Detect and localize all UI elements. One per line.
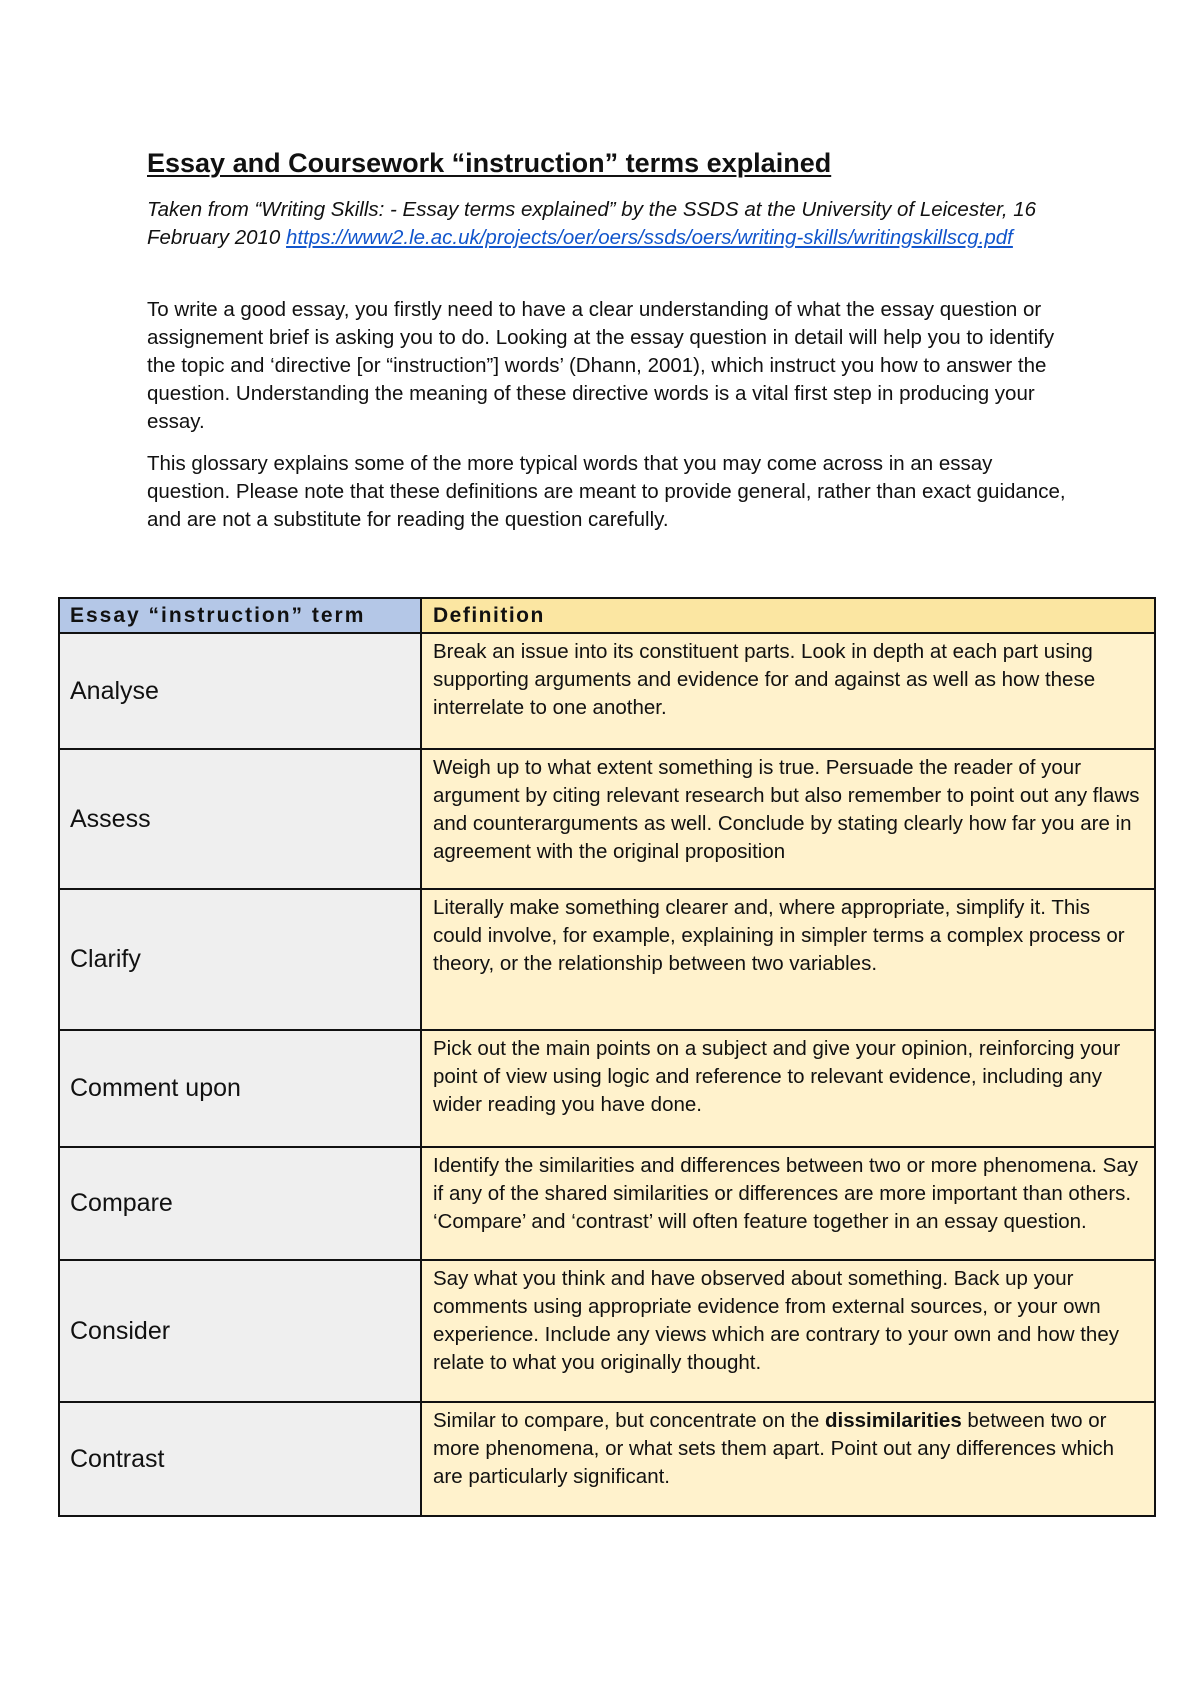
definition-emphasis: dissimilarities <box>824 1409 962 1432</box>
page-title: Essay and Coursework “instruction” terms explained <box>147 148 832 178</box>
glossary-table <box>58 597 1156 1517</box>
table-row <box>59 1030 1155 1147</box>
definition-cell: Pick out the main points on a subject and give your opinion, reinforcing your point of view using logic and reference to relevant evidence, including any wider reading you have done. <box>421 1030 1155 1147</box>
definition-text: between two or more phenomena, or what sets them apart. Point out any differences which are particularly significant. <box>433 1409 1115 1488</box>
term-cell: Comment upon <box>59 1030 421 1147</box>
table-row <box>59 1260 1155 1402</box>
definition-column-header: Definition <box>421 598 1155 633</box>
definition-cell: Say what you think and have observed about something. Back up your comments using appropriate evidence from external sources, or your own experience. Include any views which are contrary to your own and how they relate to what you originally thought. <box>421 1260 1155 1402</box>
glossary-note-paragraph: This glossary explains some of the more typical words that you may come across in an essay question. Please note that these definitions are meant to provide general, rather than exact guidance, and are not a substitute for reading the question carefully. <box>147 452 1066 531</box>
definition-cell: Identify the similarities and differences between two or more phenomena. Say if any of the shared similarities or differences are more important than others. ‘Compare’ and ‘contrast’ will often feature together in an essay question. <box>421 1147 1155 1260</box>
term-cell: Assess <box>59 749 421 889</box>
term-cell: Clarify <box>59 889 421 1030</box>
table-row <box>59 1402 1155 1516</box>
definition-cell: Literally make something clearer and, where appropriate, simplify it. This could involve, for example, explaining in simpler terms a complex process or theory, or the relationship between two variables. <box>421 889 1155 1030</box>
table-row <box>59 889 1155 1030</box>
table-row <box>59 633 1155 749</box>
term-cell: Contrast <box>59 1402 421 1516</box>
table-header-row <box>59 598 1155 633</box>
definition-cell <box>421 1402 1155 1516</box>
definition-cell: Break an issue into its constituent parts. Look in depth at each part using supporting arguments and evidence for and against as well as how these interrelate to one another. <box>421 633 1155 749</box>
source-link[interactable]: https://www2.le.ac.uk/projects/oer/oers/ssds/oers/writing-skills/writingskillscg.pdf <box>286 226 1013 249</box>
source-citation <box>147 196 1047 252</box>
term-cell: Consider <box>59 1260 421 1402</box>
term-column-header: Essay “instruction” term <box>59 598 421 633</box>
table-row <box>59 749 1155 889</box>
definition-cell: Weigh up to what extent something is true. Persuade the reader of your argument by citing relevant research but also remember to point out any flaws and counterarguments as well. Conclude by stating clearly how far you are in agreement with the original proposition <box>421 749 1155 889</box>
term-cell: Compare <box>59 1147 421 1260</box>
table-row <box>59 1147 1155 1260</box>
source-citation-text: Taken from “Writing Skills: - Essay terms explained” by the SSDS at the University of Leicester, 16 February 2010 <box>147 198 1037 249</box>
term-cell: Analyse <box>59 633 421 749</box>
intro-paragraph: To write a good essay, you firstly need to have a clear understanding of what the essay question or assignement brief is asking you to do. Looking at the essay question in detail will help you to identify the topic and ‘directive [or “instruction”] words’ (Dhann, 2001), which instruct you how to answer the question. Understanding the meaning of these directive words is a vital first step in producing your essay. <box>147 298 1055 433</box>
definition-text: Similar to compare, but concentrate on the <box>433 1409 825 1432</box>
